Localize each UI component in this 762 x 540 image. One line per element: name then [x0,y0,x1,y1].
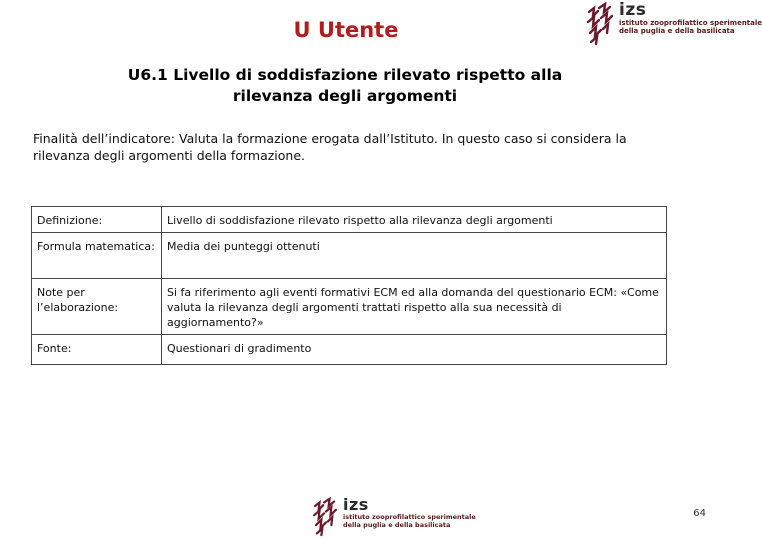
izs-logo-mark-icon [585,2,615,46]
page-title: U Utente [293,18,399,42]
definition-value: Livello di soddisfazione rilevato rispetto alla rilevanza degli argomenti [162,207,667,233]
table-row [32,335,667,365]
logo-subtitle-line1: istituto zooprofilattico sperimentale [619,19,762,27]
formula-value: Media dei punteggi ottenuti [162,233,667,279]
indicator-table [31,206,667,365]
izs-logo-mark-icon [311,497,339,537]
formula-label: Formula matematica: [32,233,162,279]
table-row [32,279,667,335]
table-row [32,207,667,233]
definition-label: Definizione: [32,207,162,233]
logo-subtitle-line1: istituto zooprofilattico sperimentale [343,513,476,521]
logo-brand: izs [343,495,369,514]
logo-brand: izs [619,0,647,20]
logo-subtitle-line2: della puglia e della basilicata [343,520,451,529]
source-label: Fonte: [32,335,162,365]
logo-subtitle-line2: della puglia e della basilicata [619,27,735,35]
section-heading-line1: U6.1 Livello di soddisfazione rilevato rispetto alla [127,66,563,84]
izs-logo-bottom [311,495,476,539]
section-heading-line2: rilevanza degli argomenti [232,87,458,105]
section-heading [110,65,580,107]
page-number: 64 [693,508,706,519]
notes-value: Si fa riferimento agli eventi formativi ECM ed alla domanda del questionario ECM: «Come valuta la rilevanza degli argomenti trattati rispetto alla sua necessità di aggiornamento?» [162,279,667,335]
izs-logo-top [585,0,762,48]
indicator-purpose-text: Finalità dell’indicatore: Valuta la formazione erogata dall’Istituto. In questo caso si considera la rilevanza degli argomenti della formazione. [33,131,627,163]
source-value: Questionari di gradimento [162,335,667,365]
table-row [32,233,667,279]
notes-label: Note per l’elaborazione: [32,279,162,335]
